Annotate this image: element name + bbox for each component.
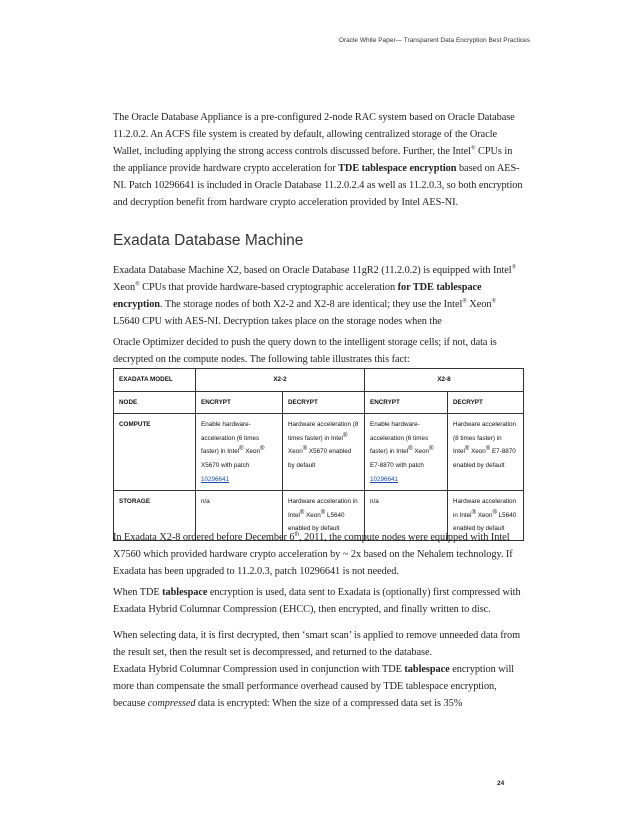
header-cell-x28: X2-8 — [365, 369, 524, 392]
row-label-compute: COMPUTE — [114, 414, 196, 491]
header-cell-decrypt: DECRYPT — [283, 391, 365, 414]
row-label-storage: STORAGE — [114, 491, 196, 541]
header-cell-decrypt: DECRYPT — [448, 391, 524, 414]
table-row — [114, 369, 524, 392]
paragraph-compression: Exadata Hybrid Columnar Compression used in conjunction with TDE tablespace encryption will more than compensate the small performance overhead caused by TDE tablespace encryption, because compressed data is encrypted: When the size of a compressed data set is 35% — [113, 664, 515, 709]
patch-link[interactable]: 10296641 — [201, 475, 230, 483]
header-cell-node: NODE — [114, 391, 196, 414]
table-cell: Hardware acceleration in Intel® Xeon® L5640 enabled by default — [283, 491, 365, 541]
header-cell-x22: X2-2 — [196, 369, 365, 392]
page-header: Oracle White Paper— Transparent Data Encryption Best Practices — [338, 37, 530, 44]
table-cell: Enable hardware-acceleration (6 times faster) in Intel® Xeon® X5670 with patch 10296641 — [196, 414, 283, 491]
paragraph-x28-note: In Exadata X2-8 ordered before December 6th, 2011, the compute nodes were equipped with Intel X7560 which provided hardware crypto acceleration by ~ 2x based on the Nehalem technology. If Exadata has been upgraded to 11.2.0.3, patch 10296641 is not needed. — [113, 531, 513, 577]
header-cell-encrypt: ENCRYPT — [196, 391, 283, 414]
paragraph-ehcc: When TDE tablespace encryption is used, data sent to Exadata is (optionally) first compressed with Exadata Hybrid Columnar Compression (EHCC), then encrypted, and finally written to disc. — [113, 587, 521, 615]
table-cell: n/a — [196, 491, 283, 541]
exadata-table — [113, 368, 524, 541]
table-cell: Enable hardware-acceleration (6 times faster) in Intel® Xeon® E7-8870 with patch 10296641 — [365, 414, 448, 491]
paragraph-oda: The Oracle Database Appliance is a pre-configured 2-node RAC system based on Oracle Database 11.2.0.2. An ACFS file system is created by default, allowing centralized storage of the Oracle Wallet, including applying the strong access controls discussed before. Further, the Intel® CPUs in the appliance provide hardware crypto acceleration for TDE tablespace encryption based on AES-NI. Patch 10296641 is included in Oracle Database 11.2.0.2.4 as well as 11.2.0.3, so both encryption and decryption benefit from hardware crypto acceleration provided by Intel AES-NI. — [113, 112, 523, 208]
table-cell: Hardware acceleration (8 times faster) in Intel® Xeon® E7-8870 enabled by default — [448, 414, 524, 491]
paragraph-exadata-intro: Exadata Database Machine X2, based on Oracle Database 11gR2 (11.2.0.2) is equipped with Intel® Xeon® CPUs that provide hardware-based cryptographic acceleration for TDE tablespace encryption. The storage nodes of both X2-2 and X2-8 are identical; they use the Intel® Xeon® L5640 CPU with AES-NI. Decryption takes place on the storage nodes when the — [113, 264, 517, 327]
table-cell: n/a — [365, 491, 448, 541]
table-row — [114, 414, 524, 491]
header-cell-encrypt: ENCRYPT — [365, 391, 448, 414]
table-row — [114, 391, 524, 414]
patch-link[interactable]: 10296641 — [370, 475, 399, 483]
section-heading: Exadata Database Machine — [113, 232, 304, 249]
paragraph-smart-scan: When selecting data, it is first decrypted, then ‘smart scan’ is applied to remove unneeded data from the result set, then the result set is decompressed, and returned to the database. — [113, 630, 521, 658]
table-cell: Hardware acceleration in Intel® Xeon® L5640 enabled by default — [448, 491, 524, 541]
page-number: 24 — [497, 780, 505, 787]
paragraph-optimizer: Oracle Optimizer decided to push the query down to the intelligent storage cells; if not, data is decrypted on the compute nodes. The following table illustrates this fact: — [113, 337, 497, 365]
header-cell-model: EXADATA MODEL — [114, 369, 196, 392]
table-cell: Hardware acceleration (8 times faster) in Intel® Xeon® X5670 enabled by default — [283, 414, 365, 491]
